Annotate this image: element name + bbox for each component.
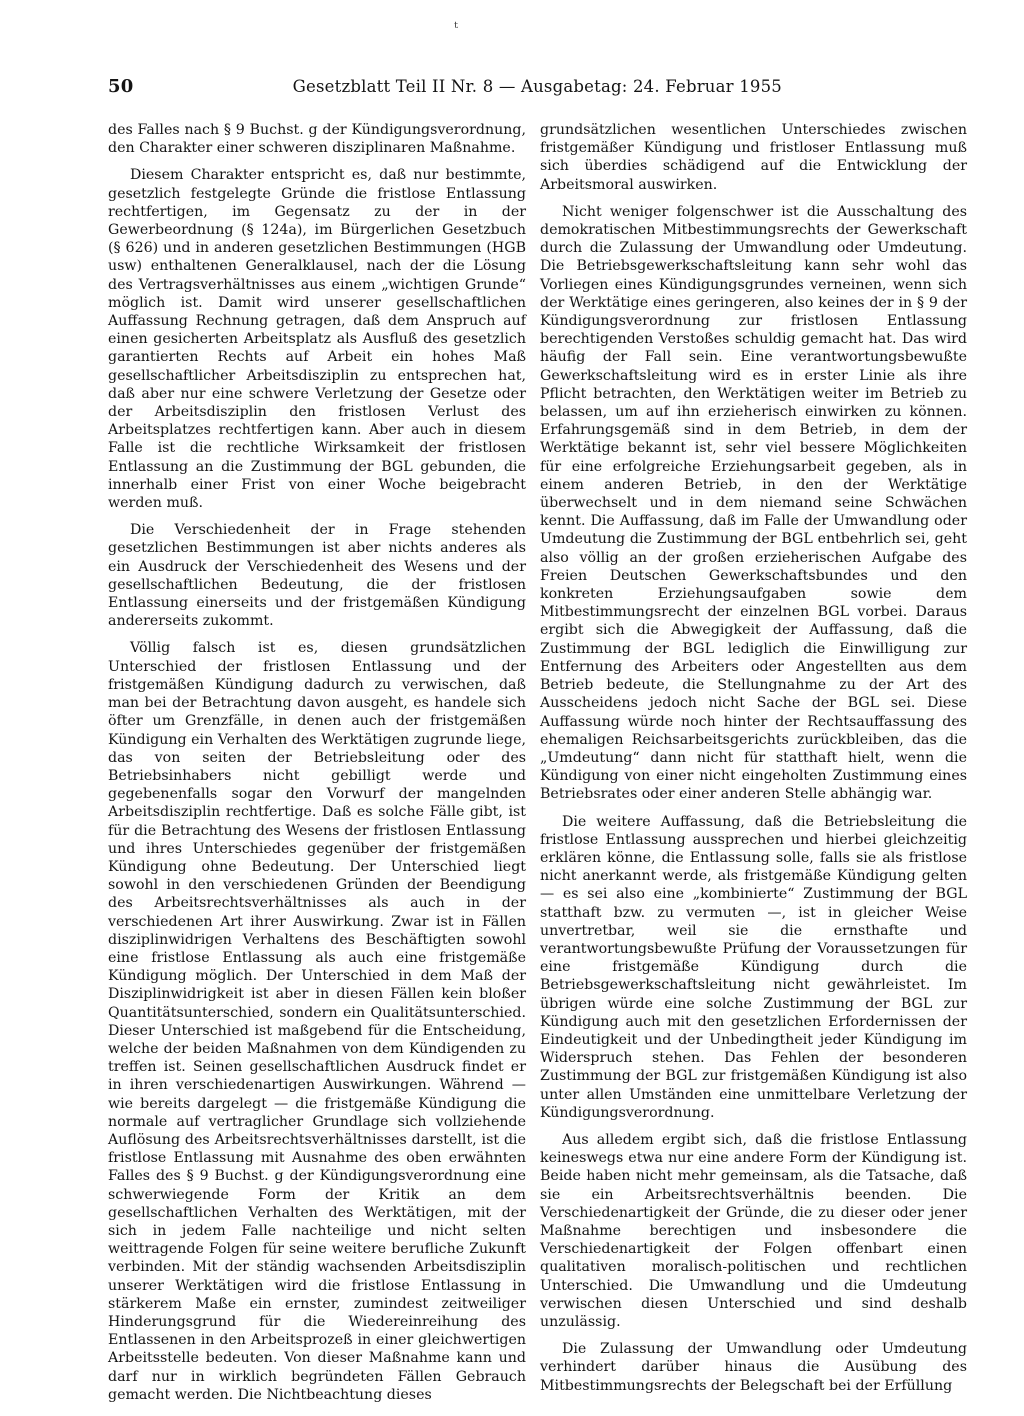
paragraph: Die Zulassung der Umwandlung oder Umdeutung verhindert darüber hinaus die Ausübung des Mitbestimmungsrechts der Belegschaft bei der Erfüllung: [540, 1341, 967, 1394]
paragraph: Völlig falsch ist es, diesen grundsätzlichen Unterschied der fristlosen Entlassung und der fristgemäßen Kündigung dadurch zu verwischen, daß man bei der Betrachtung davon ausgeht, es handele sich öfter um Grenzfälle, in denen auch der fristgemäßen Kündigung ein Verhalten des Werktätigen zugrunde liege, das von seiten der Betriebsleitung oder des Betriebsinhabers nicht gebilligt werde und gegebenenfalls sogar den Vorwurf der mangelnden Arbeitsdisziplin rechtfertige. Daß es solche Fälle gibt, ist für die Betrachtung des Wesens der fristlosen Entlassung und ihres Unterschiedes gegenüber der fristgemäßen Kündigung ohne Bedeutung. Der Unterschied liegt sowohl in den verschiedenen Gründen der Beendigung des Arbeitsrechtsverhältnisses als auch in der verschiedenen Art ihrer Auswirkung. Zwar ist in Fällen disziplinwidrigen Verhaltens des Beschäftigten sowohl eine fristlose Entlassung als auch eine fristgemäße Kündigung möglich. Der Unterschied in dem Maß der Disziplinwidrigkeit ist aber in diesen Fällen kein bloßer Quantitätsunterschied, sondern ein Qualitätsunterschied. Dieser Unterschied ist maßgebend für die Entscheidung, welche der beiden Maßnahmen von dem Kündigenden zu treffen ist. Seinen gesellschaftlichen Ausdruck findet er in ihren verschiedenartigen Auswirkungen. Während — wie bereits dargelegt — die fristgemäße Kündigung die normale auf vertraglicher Grundlage sich vollziehende Auflösung des Arbeitsrechtsverhältnisses darstellt, ist die fristlose Entlassung mit Ausnahme des oben erwähnten Falles des § 9 Buchst. g der Kündigungsverordnung eine schwerwiegende Form der Kritik an dem gesellschaftlichen Verhalten des Werktätigen, mit der sich in jedem Falle nachteilige und nicht selten weittragende Folgen für seine weitere berufliche Zukunft verbinden. Mit der ständig wachsenden Arbeitsdisziplin unserer Werktätigen wird die fristlose Entlassung in stärkerem Maße ein ernster, zumindest zeitweiliger Hinderungsgrund für die Wiedereinreihung des Entlassenen in den Arbeitsprozeß in einer gleichwertigen Arbeitsstelle bedeuten. Von dieser Maßnahme kann und darf nur in wirklich begründeten Fällen Gebrauch gemacht werden. Die Nichtbeachtung dieses: [108, 640, 526, 1403]
right-column: [540, 121, 967, 1404]
left-column: [108, 121, 526, 1413]
paragraph: Aus alledem ergibt sich, daß die fristlose Entlassung keineswegs etwa nur eine andere Form der Kündigung ist. Beide haben nicht mehr gemeinsam, als die Tatsache, daß sie ein Arbeitsrechtsverhältnis beenden. Die Verschiedenartigkeit der Gründe, die zu dieser oder jener Maßnahme berechtigen und insbesondere die Verschiedenartigkeit der Folgen offenbart einen qualitativen moralisch-politischen und rechtlichen Unterschied. Die Umwandlung und die Umdeutung verwischen diesen Unterschied und sind deshalb unzulässig.: [540, 1131, 967, 1330]
running-title: Gesetzblatt Teil II Nr. 8 — Ausgabetag: 24. Februar 1955: [292, 77, 782, 96]
page-number: 50: [108, 76, 134, 97]
paragraph: grundsätzlichen wesentlichen Unterschiedes zwischen fristgemäßer Kündigung und fristloser Entlassung muß sich überdies schädigend auf die Entwicklung der Arbeitsmoral auswirken.: [540, 122, 967, 193]
paragraph: des Falles nach § 9 Buchst. g der Kündigungsverordnung, den Charakter einer schweren disziplinaren Maßnahme.: [108, 122, 526, 157]
page-header: [108, 76, 782, 97]
paragraph: Diesem Charakter entspricht es, daß nur bestimmte, gesetzlich festgelegte Gründe die fristlose Entlassung rechtfertigen, im Gegensatz zu der in der Gewerbeordnung (§ 124a), im Bürgerlichen Gesetzbuch (§ 626) und in anderen gesetzlichen Bestimmungen (HGB usw) enthaltenen Generalklausel, nach der die Lösung des Vertragsverhältnisses aus einem „wichtigen Grunde“ möglich ist. Damit wird unserer gesellschaftlichen Auffassung Rechnung getragen, daß dem Anspruch auf einen gesicherten Arbeitsplatz als Ausfluß des gesetzlich garantierten Rechts auf Arbeit ein hohes Maß gesellschaftlicher Arbeitsdisziplin zu entsprechen hat, daß aber nur eine schwere Verletzung der Gesetze oder der Arbeitsdisziplin den fristlosen Verlust des Arbeitsplatzes rechtfertigen kann. Aber auch in diesem Falle ist die rechtliche Wirksamkeit der fristlosen Entlassung an die Zustimmung der BGL gebunden, die innerhalb einer Frist von einer Woche beigebracht werden muß.: [108, 167, 526, 512]
paragraph: Die weitere Auffassung, daß die Betriebsleitung die fristlose Entlassung aussprechen und hierbei gleichzeitig erklären könne, die Entlassung solle, falls sie als fristlose nicht anerkannt werde, als fristgemäße Kündigung gelten — es sei also eine „kombinierte“ Zustimmung der BGL statthaft bzw. zu vermuten —, ist in gleicher Weise unvertretbar, weil sie die ernsthafte und verantwortungsbewußte Prüfung der Voraussetzungen für eine fristgemäße Kündigung durch die Betriebsgewerkschaftsleitung nicht gewährleistet. Im übrigen würde eine solche Zustimmung der BGL zur Kündigung auch mit den gesetzlichen Erfordernissen der Eindeutigkeit und der Unbedingtheit jeder Kündigung im Widerspruch stehen. Das Fehlen der besonderen Zustimmung der BGL zur fristgemäßen Kündigung ist also unter allen Umständen eine unmittelbare Verletzung der Kündigungsverordnung.: [540, 813, 967, 1121]
top-margin-mark: ᵗ: [454, 18, 458, 37]
paragraph: Nicht weniger folgenschwer ist die Ausschaltung des demokratischen Mitbestimmungsrechts der Gewerkschaft durch die Zulassung der Umwandlung oder Umdeutung. Die Betriebsgewerkschaftsleitung kann sehr wohl das Vorliegen eines Kündigungsgrundes verneinen, wenn sich der Werktätige eines geringeren, also keines der in § 9 der Kündigungsverordnung zur fristlosen Entlassung berechtigenden Verstoßes schuldig gemacht hat. Das wird häufig der Fall sein. Eine verantwortungsbewußte Gewerkschaftsleitung wird es in erster Linie als ihre Pflicht betrachten, den Werktätigen weiter im Betrieb zu belassen, um auf ihn erzieherisch einwirken zu können. Erfahrungsgemäß sind in dem Betrieb, in dem der Werktätige bekannt ist, sehr viel bessere Möglichkeiten für eine erfolgreiche Erziehungsarbeit gegeben, als in einem anderen Betrieb, in den der Werktätige überwechselt und in dem niemand seine Schwächen kennt. Die Auffassung, daß im Falle der Umwandlung oder Umdeutung die Zustimmung der BGL entbehrlich sei, geht also völlig an der großen erzieherischen Aufgabe des Freien Deutschen Gewerkschaftsbundes und den konkreten Erziehungsaufgaben sowie dem Mitbestimmungsrecht der einzelnen BGL vorbei. Daraus ergibt sich die Abwegigkeit der Auffassung, daß die Zustimmung der BGL lediglich die Einwilligung zur Entfernung des Arbeiters oder Angestellten aus dem Betrieb bedeute, die Stellungnahme zu der Art des Ausscheidens jedoch nicht Sache der BGL sei. Diese Auffassung würde noch hinter der Rechtsauffassung des ehemaligen Reichsarbeitsgerichts zurückbleiben, das die „Umdeutung“ dann nicht für statthaft hielt, wenn die Kündigung von einer nicht eingeholten Zustimmung eines Betriebsrates oder einer anderen Stelle abhängig war.: [540, 203, 967, 803]
paragraph: Die Verschiedenheit der in Frage stehenden gesetzlichen Bestimmungen ist aber nichts anderes als ein Ausdruck der Verschiedenheit des Wesens und der gesellschaftlichen Bedeutung, die der fristlosen Entlassung einerseits und der fristgemäßen Kündigung andererseits zukommt.: [108, 522, 526, 630]
